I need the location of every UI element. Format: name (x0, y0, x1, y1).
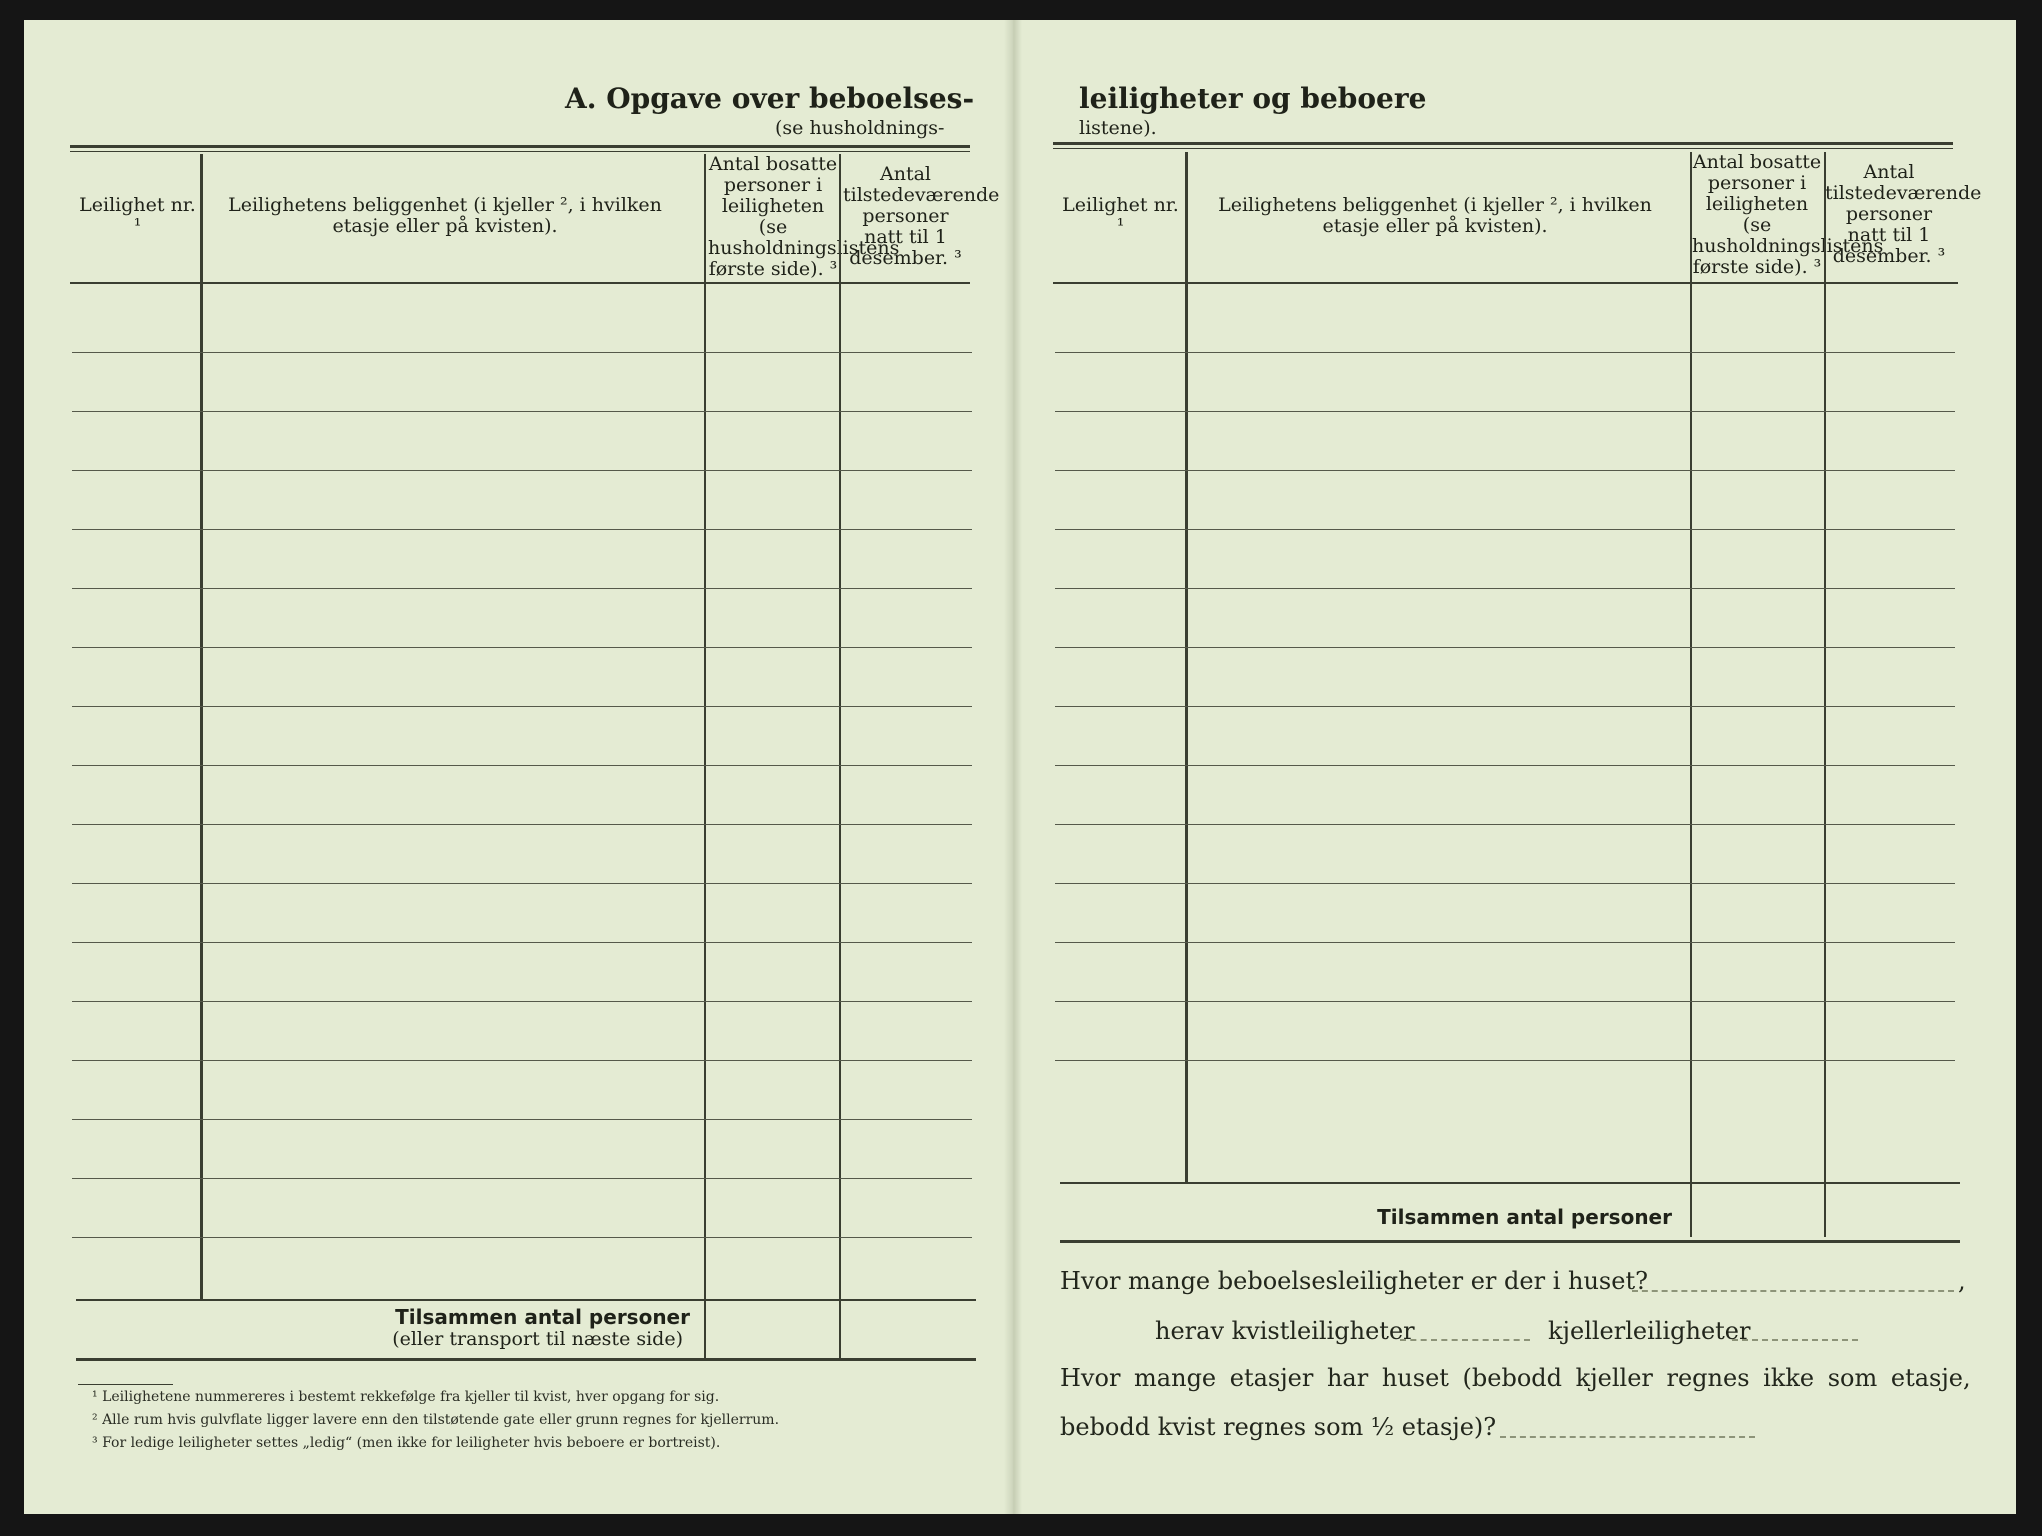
question-attic-dwellings: herav kvistleiligheter (1155, 1317, 1415, 1345)
right-row-line (1055, 588, 1955, 589)
left-col-header-resident-text: Antal bosatte personer i leiligheten (se husholdningslistens første side). ³ (708, 153, 900, 280)
right-col-header-resident-text: Antal bosatte personer i leiligheten (se husholdningslistens første side). ³ (1692, 151, 1884, 278)
right-row-line (1055, 706, 1955, 707)
left-row-line (72, 706, 972, 707)
answer-basement-line (1732, 1339, 1858, 1341)
right-col-header-resident (1692, 151, 1884, 278)
left-vrule-1 (200, 154, 203, 1299)
right-row-line (1055, 352, 1955, 353)
answer-floors-line (1500, 1436, 1755, 1438)
right-row-line (1055, 1001, 1955, 1002)
right-row-line (1055, 411, 1955, 412)
right-row-line (1055, 529, 1955, 530)
right-row-line (1055, 824, 1955, 825)
left-header-top-rule (70, 145, 970, 148)
right-sum-bottom-rule (1060, 1240, 1960, 1243)
question-dwellings: Hvor mange beboelsesleiligheter er der i huset? (1060, 1267, 1648, 1295)
left-row-line (72, 470, 972, 471)
right-col-header-nr (1058, 195, 1183, 237)
footnote-1: ¹ Leilighetene nummereres i bestemt rekkefølge fra kjeller til kvist, hver opgang for sig. (92, 1389, 720, 1405)
left-row-line (72, 352, 972, 353)
question-floors-line2: bebodd kvist regnes som ½ etasje)? (1060, 1413, 1497, 1441)
right-col-header-nr-text: Leilighet nr. ¹ (1062, 194, 1179, 237)
left-row-line (72, 647, 972, 648)
right-header-bottom-rule (1053, 282, 1958, 284)
right-row-line (1055, 942, 1955, 943)
left-row-line (72, 942, 972, 943)
left-row-line (72, 1060, 972, 1061)
left-row-line (72, 1001, 972, 1002)
left-row-line (72, 411, 972, 412)
left-row-line (72, 1119, 972, 1120)
left-sum-sublabel: (eller transport til næste side) (392, 1328, 683, 1350)
right-sum-top-rule (1060, 1182, 1960, 1184)
left-col-header-location-text: Leilighetens beliggenhet (i kjeller ², i hvilken etasje eller på kvisten). (228, 194, 662, 237)
footnote-3: ³ For ledige leiligheter settes „ledig“ (men ikke for leiligheter hvis beboere er bortreist). (92, 1435, 721, 1451)
footnote-2: ² Alle rum hvis gulvflate ligger lavere enn den tilstøtende gate eller grunn regnes for kjellerrum. (92, 1412, 780, 1428)
right-col-header-location (1205, 195, 1665, 237)
left-row-line (72, 529, 972, 530)
right-header-top-rule-thin (1053, 148, 1953, 149)
left-col-header-resident (708, 153, 900, 280)
right-row-line (1055, 647, 1955, 648)
left-sum-bottom-rule (76, 1358, 976, 1361)
left-col-header-nr-text: Leilighet nr. ¹ (79, 194, 196, 237)
left-col-header-location (215, 195, 675, 237)
left-title: A. Opgave over beboelses- (565, 82, 975, 115)
question-dwellings-comma: , (1958, 1267, 1966, 1295)
left-row-line (72, 824, 972, 825)
left-subtitle: (se husholdnings- (775, 117, 945, 139)
left-sum-label: Tilsammen antal personer (395, 1305, 690, 1329)
answer-dwellings-line (1632, 1290, 1954, 1292)
left-row-line (72, 1237, 972, 1238)
right-col-header-present-text: Antal tilstedeværende personer natt til 1 desember. ³ (1825, 161, 1982, 267)
right-row-line (1055, 470, 1955, 471)
right-row-line (1055, 765, 1955, 766)
left-header-bottom-rule (70, 282, 970, 284)
right-vrule-1 (1185, 152, 1188, 1182)
question-basement-dwellings: kjellerleiligheter (1548, 1317, 1751, 1345)
left-col-header-nr (75, 195, 200, 237)
left-header-top-rule-thin (70, 151, 970, 152)
right-col-header-location-text: Leilighetens beliggenhet (i kjeller ², i hvilken etasje eller på kvisten). (1218, 194, 1652, 237)
question-floors-line1: Hvor mange etasjer har huset (bebodd kjeller regnes ikke som etasje, (1060, 1364, 1971, 1392)
left-row-line (72, 883, 972, 884)
answer-attic-line (1400, 1339, 1530, 1341)
left-row-line (72, 1178, 972, 1179)
right-vrule-2 (1690, 152, 1692, 1237)
right-vrule-3 (1824, 152, 1826, 1237)
left-col-header-present-text: Antal tilstedeværende personer natt til 1 desember. ³ (843, 163, 1000, 269)
page-fold (1004, 20, 1022, 1514)
right-title: leiligheter og beboere (1079, 82, 1427, 115)
right-header-top-rule (1053, 142, 1953, 145)
right-col-header-present (1825, 161, 1982, 267)
left-row-line (72, 588, 972, 589)
left-sum-top-rule (76, 1299, 976, 1301)
footnote-separator (78, 1384, 173, 1385)
right-sum-label: Tilsammen antal personer (1377, 1205, 1672, 1229)
right-subtitle: listene). (1079, 117, 1157, 139)
right-row-line (1055, 1060, 1955, 1061)
left-row-line (72, 765, 972, 766)
right-row-line (1055, 883, 1955, 884)
left-col-header-present (843, 163, 1000, 269)
